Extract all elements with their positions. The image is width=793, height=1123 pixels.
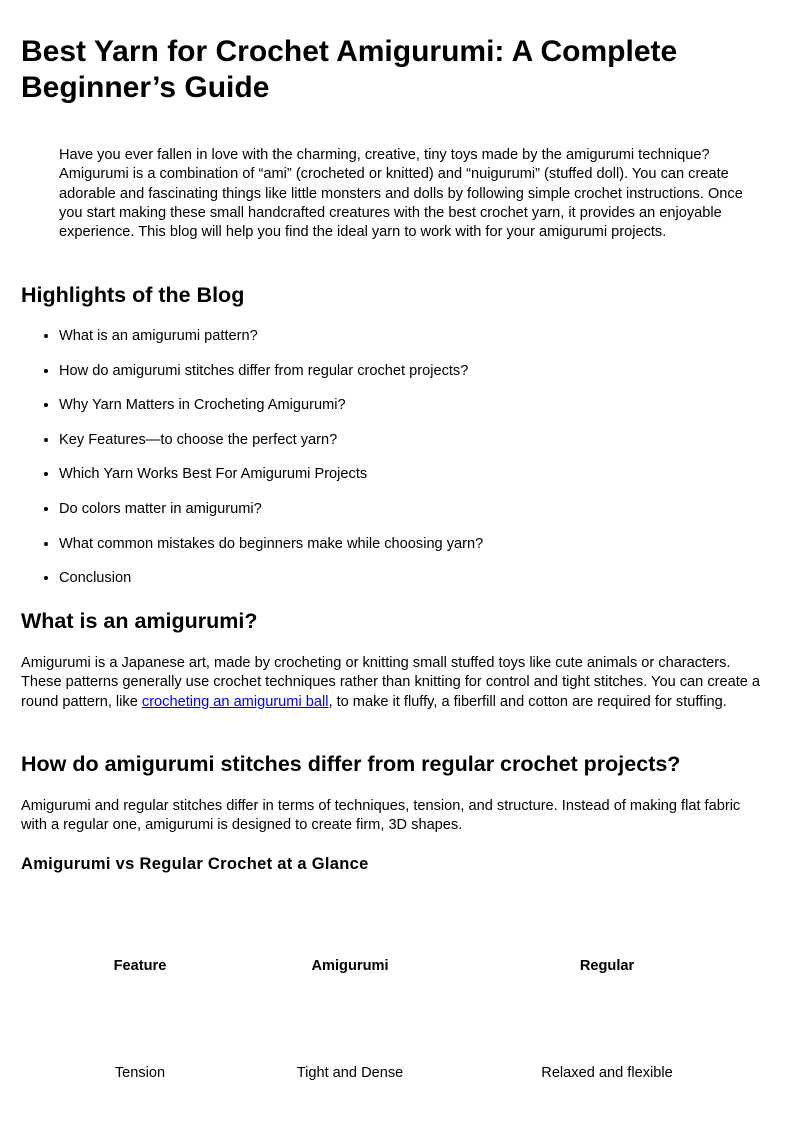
list-item: • What is an amigurumi pattern? bbox=[59, 327, 483, 362]
list-item: • Do colors matter in amigurumi? bbox=[59, 500, 483, 535]
amigurumi-ball-link[interactable]: crocheting an amigurumi ball bbox=[141, 693, 329, 710]
page-title: Best Yarn for Crochet Amigurumi: A Complete Beginner’s Guide bbox=[21, 35, 678, 104]
highlights-heading: Highlights of the Blog bbox=[21, 283, 245, 307]
table-cell: Tight and Dense bbox=[296, 1065, 404, 1081]
column-header-regular: Regular bbox=[579, 958, 635, 974]
column-header-feature: Feature bbox=[113, 958, 167, 974]
what-text-after: , to make it fluffy, a fiberfill and cotton are required for stuffing. bbox=[328, 693, 727, 710]
list-item: • How do amigurumi stitches differ from regular crochet projects? bbox=[59, 362, 483, 397]
how-paragraph: Amigurumi and regular stitches differ in terms of techniques, tension, and structure. Instead of making flat fabric with a regular one, amigurumi is designed to create firm, 3D shapes. bbox=[21, 798, 741, 834]
list-item: • What common mistakes do beginners make while choosing yarn? bbox=[59, 535, 483, 570]
table-cell: Relaxed and flexible bbox=[541, 1065, 673, 1081]
how-heading: How do amigurumi stitches differ from regular crochet projects? bbox=[21, 752, 681, 776]
highlights-list bbox=[21, 327, 483, 604]
intro-paragraph: Have you ever fallen in love with the charming, creative, tiny toys made by the amigurumi technique? Amigurumi is a combination of “ami” (crocheted or knitted) and “nuigurumi” (stuffed doll). You can create adorable and fascinating things like little monsters and dolls by following simple crochet instructions. Once you start making these small handcrafted creatures with the best crochet yarn, it provides an enjoyable experience. This blog will help you find the ideal yarn to work with for your amigurumi projects. bbox=[59, 147, 743, 241]
list-item: • Conclusion bbox=[59, 569, 483, 604]
list-item: • Why Yarn Matters in Crocheting Amigurumi? bbox=[59, 396, 483, 431]
list-item: • Which Yarn Works Best For Amigurumi Projects bbox=[59, 465, 483, 500]
what-text-before: Amigurumi is a Japanese art, made by crocheting or knitting small stuffed toys like cute animals or characters. These patterns generally use crochet techniques rather than knitting for control and tight stitches. You can create a round pattern, like bbox=[21, 655, 761, 710]
what-paragraph bbox=[21, 654, 766, 712]
column-header-amigurumi: Amigurumi bbox=[311, 958, 389, 974]
comparison-heading: Amigurumi vs Regular Crochet at a Glance bbox=[21, 855, 369, 873]
table-cell: Tension bbox=[114, 1065, 166, 1081]
list-item: • Key Features—to choose the perfect yarn? bbox=[59, 431, 483, 466]
what-heading: What is an amigurumi? bbox=[21, 609, 258, 633]
